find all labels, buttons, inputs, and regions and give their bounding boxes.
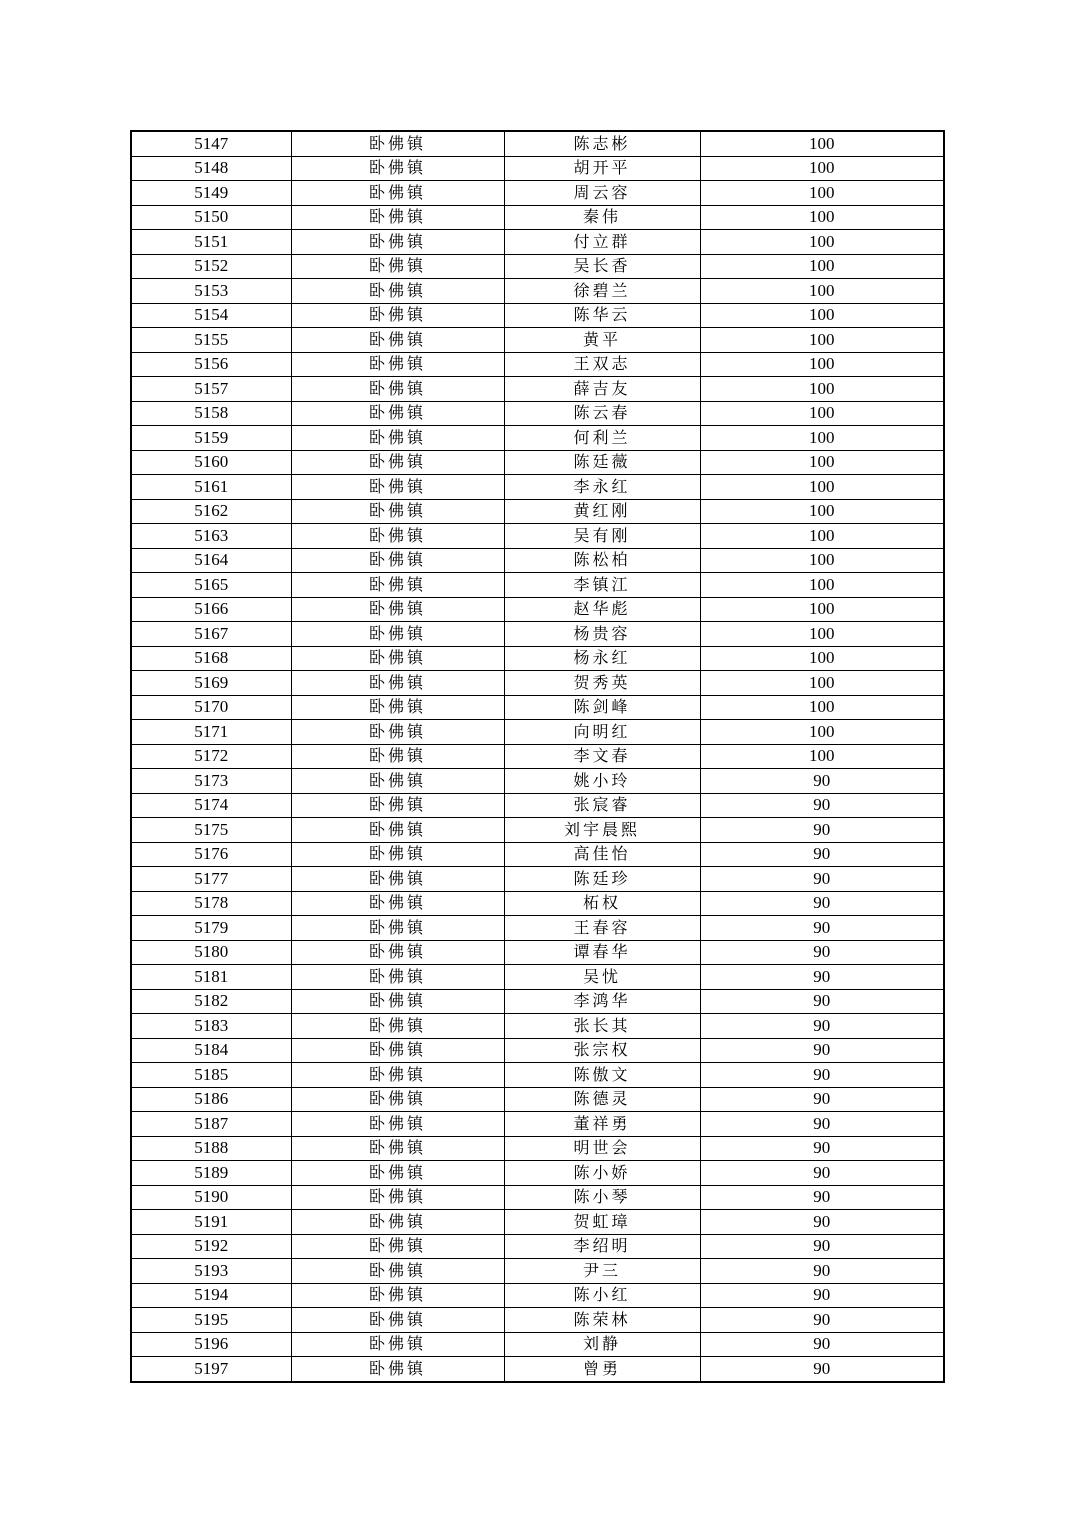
table-row [131,1136,944,1161]
amount-cell: 90 [700,1063,944,1088]
amount-cell: 90 [700,891,944,916]
amount-cell: 100 [700,573,944,598]
name-cell: 姚小玲 [504,769,700,794]
amount-cell: 100 [700,426,944,451]
name-cell: 周云容 [504,181,700,206]
table-row [131,622,944,647]
name-cell: 杨永红 [504,646,700,671]
name-cell: 陈德灵 [504,1087,700,1112]
serial-number-cell: 5193 [131,1259,291,1284]
amount-cell: 100 [700,499,944,524]
town-cell: 卧佛镇 [291,524,504,549]
amount-cell: 90 [700,1014,944,1039]
name-cell: 李镇江 [504,573,700,598]
town-cell: 卧佛镇 [291,916,504,941]
serial-number-cell: 5164 [131,548,291,573]
serial-number-cell: 5175 [131,818,291,843]
table-row [131,965,944,990]
amount-cell: 100 [700,695,944,720]
table-row [131,842,944,867]
table-row [131,279,944,304]
serial-number-cell: 5191 [131,1210,291,1235]
town-cell: 卧佛镇 [291,1283,504,1308]
amount-cell: 90 [700,965,944,990]
serial-number-cell: 5169 [131,671,291,696]
name-cell: 陈廷薇 [504,450,700,475]
table-row [131,671,944,696]
name-cell: 刘静 [504,1332,700,1357]
name-cell: 陈傲文 [504,1063,700,1088]
town-cell: 卧佛镇 [291,891,504,916]
serial-number-cell: 5158 [131,401,291,426]
amount-cell: 100 [700,352,944,377]
amount-cell: 100 [700,720,944,745]
name-cell: 刘宇晨熙 [504,818,700,843]
amount-cell: 90 [700,916,944,941]
town-cell: 卧佛镇 [291,1308,504,1333]
name-cell: 付立群 [504,230,700,255]
amount-cell: 90 [700,1136,944,1161]
name-cell: 吴忧 [504,965,700,990]
table-row [131,1259,944,1284]
table-row [131,156,944,181]
table-row [131,1161,944,1186]
amount-cell: 90 [700,1161,944,1186]
name-cell: 陈志彬 [504,131,700,156]
town-cell: 卧佛镇 [291,597,504,622]
serial-number-cell: 5148 [131,156,291,181]
name-cell: 贺秀英 [504,671,700,696]
amount-cell: 90 [700,818,944,843]
serial-number-cell: 5196 [131,1332,291,1357]
serial-number-cell: 5153 [131,279,291,304]
name-cell: 陈剑峰 [504,695,700,720]
amount-cell: 90 [700,842,944,867]
amount-cell: 100 [700,597,944,622]
table-row [131,328,944,353]
table-row [131,695,944,720]
name-cell: 黄红刚 [504,499,700,524]
table-row [131,181,944,206]
table-row [131,230,944,255]
town-cell: 卧佛镇 [291,989,504,1014]
town-cell: 卧佛镇 [291,695,504,720]
town-cell: 卧佛镇 [291,548,504,573]
name-cell: 董祥勇 [504,1112,700,1137]
name-cell: 陈小琴 [504,1185,700,1210]
table-row [131,1210,944,1235]
amount-cell: 90 [700,1259,944,1284]
serial-number-cell: 5186 [131,1087,291,1112]
amount-cell: 100 [700,205,944,230]
town-cell: 卧佛镇 [291,867,504,892]
serial-number-cell: 5170 [131,695,291,720]
serial-number-cell: 5154 [131,303,291,328]
amount-cell: 90 [700,1283,944,1308]
serial-number-cell: 5163 [131,524,291,549]
table-row [131,793,944,818]
town-cell: 卧佛镇 [291,230,504,255]
town-cell: 卧佛镇 [291,842,504,867]
amount-cell: 100 [700,328,944,353]
name-cell: 贺虹璋 [504,1210,700,1235]
table-row [131,1112,944,1137]
table-row [131,940,944,965]
serial-number-cell: 5167 [131,622,291,647]
amount-cell: 100 [700,524,944,549]
town-cell: 卧佛镇 [291,1210,504,1235]
town-cell: 卧佛镇 [291,1136,504,1161]
town-cell: 卧佛镇 [291,818,504,843]
serial-number-cell: 5174 [131,793,291,818]
table-row [131,475,944,500]
table-row [131,744,944,769]
town-cell: 卧佛镇 [291,254,504,279]
serial-number-cell: 5149 [131,181,291,206]
town-cell: 卧佛镇 [291,1038,504,1063]
table-row [131,401,944,426]
amount-cell: 100 [700,548,944,573]
town-cell: 卧佛镇 [291,965,504,990]
town-cell: 卧佛镇 [291,940,504,965]
serial-number-cell: 5180 [131,940,291,965]
amount-cell: 100 [700,279,944,304]
amount-cell: 100 [700,377,944,402]
table-row [131,867,944,892]
serial-number-cell: 5182 [131,989,291,1014]
serial-number-cell: 5168 [131,646,291,671]
town-cell: 卧佛镇 [291,671,504,696]
serial-number-cell: 5172 [131,744,291,769]
name-cell: 谭春华 [504,940,700,965]
name-cell: 柘权 [504,891,700,916]
amount-cell: 100 [700,181,944,206]
town-cell: 卧佛镇 [291,156,504,181]
amount-cell: 100 [700,744,944,769]
name-cell: 曾勇 [504,1357,700,1382]
table-row [131,1332,944,1357]
serial-number-cell: 5181 [131,965,291,990]
town-cell: 卧佛镇 [291,181,504,206]
town-cell: 卧佛镇 [291,279,504,304]
town-cell: 卧佛镇 [291,1161,504,1186]
serial-number-cell: 5166 [131,597,291,622]
amount-cell: 90 [700,769,944,794]
amount-cell: 90 [700,1210,944,1235]
name-cell: 张宸睿 [504,793,700,818]
table-row [131,1283,944,1308]
amount-cell: 90 [700,1308,944,1333]
town-cell: 卧佛镇 [291,744,504,769]
town-cell: 卧佛镇 [291,1014,504,1039]
amount-cell: 100 [700,401,944,426]
serial-number-cell: 5157 [131,377,291,402]
table-row [131,891,944,916]
town-cell: 卧佛镇 [291,328,504,353]
name-cell: 徐碧兰 [504,279,700,304]
serial-number-cell: 5150 [131,205,291,230]
table-row [131,916,944,941]
table-row [131,450,944,475]
serial-number-cell: 5179 [131,916,291,941]
amount-cell: 100 [700,475,944,500]
serial-number-cell: 5173 [131,769,291,794]
town-cell: 卧佛镇 [291,499,504,524]
amount-cell: 90 [700,1185,944,1210]
town-cell: 卧佛镇 [291,793,504,818]
table-row [131,1014,944,1039]
serial-number-cell: 5190 [131,1185,291,1210]
name-cell: 李鸿华 [504,989,700,1014]
amount-cell: 100 [700,303,944,328]
serial-number-cell: 5188 [131,1136,291,1161]
town-cell: 卧佛镇 [291,377,504,402]
name-cell: 明世会 [504,1136,700,1161]
amount-cell: 90 [700,1332,944,1357]
data-table [130,130,945,1383]
town-cell: 卧佛镇 [291,303,504,328]
name-cell: 薛吉友 [504,377,700,402]
table-row [131,573,944,598]
table-row [131,548,944,573]
name-cell: 陈廷珍 [504,867,700,892]
table-row [131,597,944,622]
table-row [131,499,944,524]
amount-cell: 90 [700,1038,944,1063]
serial-number-cell: 5156 [131,352,291,377]
serial-number-cell: 5197 [131,1357,291,1382]
table-row [131,769,944,794]
table-row [131,989,944,1014]
amount-cell: 100 [700,622,944,647]
town-cell: 卧佛镇 [291,1112,504,1137]
amount-cell: 90 [700,1112,944,1137]
name-cell: 李绍明 [504,1234,700,1259]
serial-number-cell: 5161 [131,475,291,500]
name-cell: 李永红 [504,475,700,500]
table-row [131,254,944,279]
amount-cell: 100 [700,671,944,696]
town-cell: 卧佛镇 [291,646,504,671]
town-cell: 卧佛镇 [291,401,504,426]
amount-cell: 100 [700,254,944,279]
amount-cell: 100 [700,156,944,181]
serial-number-cell: 5159 [131,426,291,451]
table-row [131,646,944,671]
amount-cell: 100 [700,646,944,671]
serial-number-cell: 5185 [131,1063,291,1088]
serial-number-cell: 5151 [131,230,291,255]
name-cell: 王春容 [504,916,700,941]
town-cell: 卧佛镇 [291,1234,504,1259]
amount-cell: 90 [700,867,944,892]
name-cell: 张长其 [504,1014,700,1039]
town-cell: 卧佛镇 [291,720,504,745]
table-row [131,1234,944,1259]
serial-number-cell: 5183 [131,1014,291,1039]
name-cell: 李文春 [504,744,700,769]
serial-number-cell: 5184 [131,1038,291,1063]
table-row [131,1038,944,1063]
serial-number-cell: 5155 [131,328,291,353]
serial-number-cell: 5194 [131,1283,291,1308]
town-cell: 卧佛镇 [291,622,504,647]
town-cell: 卧佛镇 [291,131,504,156]
town-cell: 卧佛镇 [291,426,504,451]
name-cell: 陈松柏 [504,548,700,573]
name-cell: 尹三 [504,1259,700,1284]
town-cell: 卧佛镇 [291,450,504,475]
table-row [131,818,944,843]
serial-number-cell: 5189 [131,1161,291,1186]
name-cell: 赵华彪 [504,597,700,622]
table-body [131,131,944,1382]
serial-number-cell: 5171 [131,720,291,745]
town-cell: 卧佛镇 [291,1185,504,1210]
name-cell: 杨贵容 [504,622,700,647]
name-cell: 胡开平 [504,156,700,181]
serial-number-cell: 5192 [131,1234,291,1259]
name-cell: 黄平 [504,328,700,353]
name-cell: 吴长香 [504,254,700,279]
table-row [131,1063,944,1088]
town-cell: 卧佛镇 [291,769,504,794]
town-cell: 卧佛镇 [291,352,504,377]
amount-cell: 90 [700,1234,944,1259]
amount-cell: 100 [700,131,944,156]
table-row [131,303,944,328]
town-cell: 卧佛镇 [291,573,504,598]
serial-number-cell: 5147 [131,131,291,156]
name-cell: 秦伟 [504,205,700,230]
table-row [131,352,944,377]
amount-cell: 90 [700,1087,944,1112]
name-cell: 吴有刚 [504,524,700,549]
name-cell: 向明红 [504,720,700,745]
table-row [131,205,944,230]
amount-cell: 90 [700,940,944,965]
town-cell: 卧佛镇 [291,1259,504,1284]
table-row [131,1308,944,1333]
amount-cell: 90 [700,793,944,818]
table-row [131,1087,944,1112]
town-cell: 卧佛镇 [291,1357,504,1382]
town-cell: 卧佛镇 [291,1063,504,1088]
name-cell: 陈小红 [504,1283,700,1308]
name-cell: 王双志 [504,352,700,377]
serial-number-cell: 5165 [131,573,291,598]
serial-number-cell: 5160 [131,450,291,475]
name-cell: 何利兰 [504,426,700,451]
town-cell: 卧佛镇 [291,1332,504,1357]
name-cell: 陈云春 [504,401,700,426]
name-cell: 陈荣林 [504,1308,700,1333]
name-cell: 张宗权 [504,1038,700,1063]
town-cell: 卧佛镇 [291,475,504,500]
serial-number-cell: 5177 [131,867,291,892]
amount-cell: 90 [700,989,944,1014]
serial-number-cell: 5187 [131,1112,291,1137]
serial-number-cell: 5176 [131,842,291,867]
amount-cell: 100 [700,450,944,475]
table-row [131,1357,944,1382]
serial-number-cell: 5178 [131,891,291,916]
serial-number-cell: 5152 [131,254,291,279]
table-row [131,131,944,156]
table-row [131,1185,944,1210]
table-row [131,524,944,549]
amount-cell: 100 [700,230,944,255]
name-cell: 陈小娇 [504,1161,700,1186]
table-row [131,377,944,402]
town-cell: 卧佛镇 [291,1087,504,1112]
table-row [131,720,944,745]
town-cell: 卧佛镇 [291,205,504,230]
serial-number-cell: 5162 [131,499,291,524]
name-cell: 陈华云 [504,303,700,328]
serial-number-cell: 5195 [131,1308,291,1333]
amount-cell: 90 [700,1357,944,1382]
table-row [131,426,944,451]
name-cell: 高佳怡 [504,842,700,867]
